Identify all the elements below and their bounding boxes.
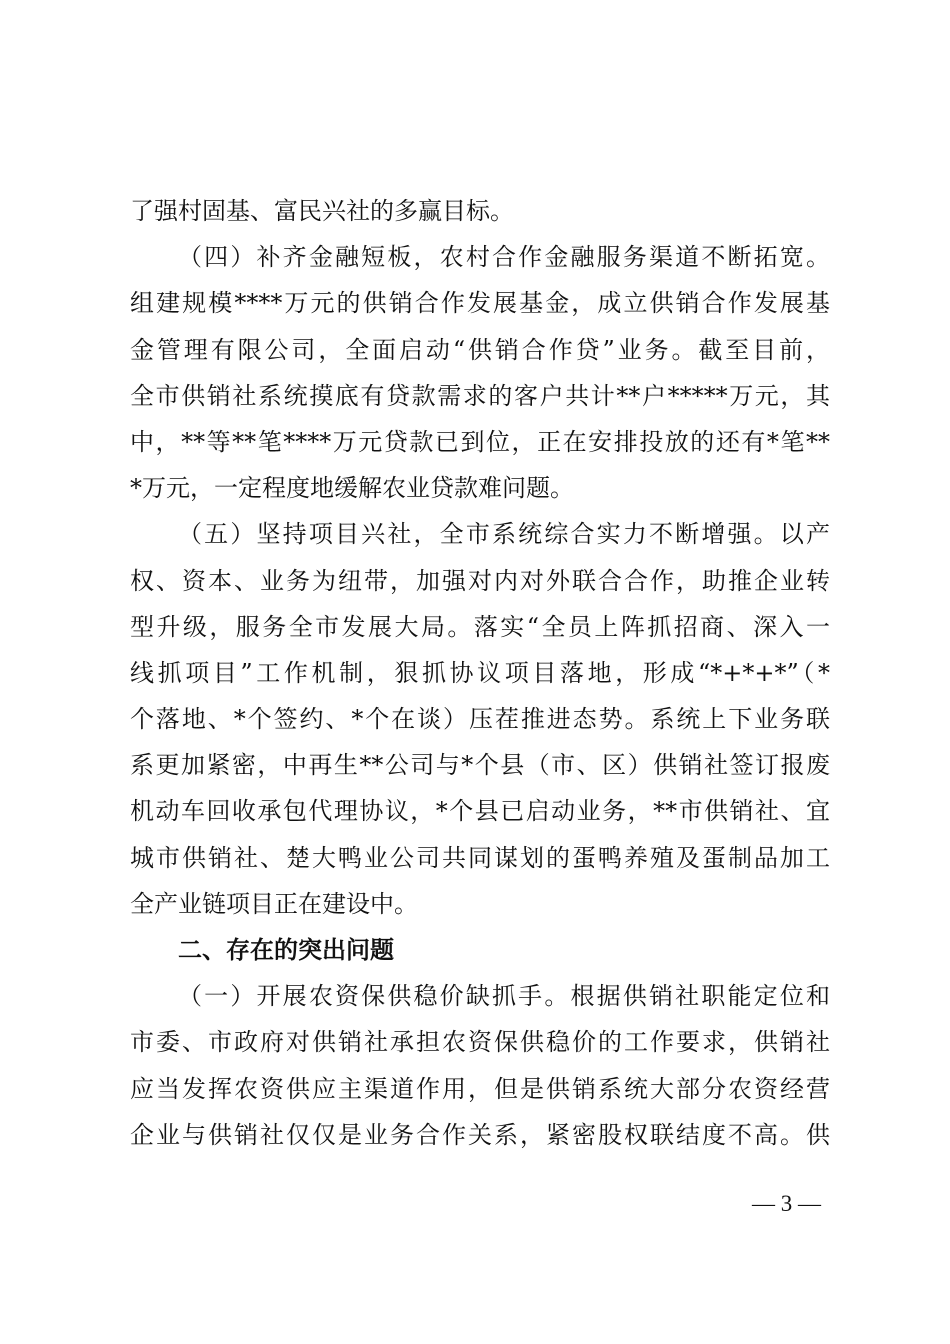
text-line: 企业与供销社仅仅是业务合作关系，紧密股权联结度不高。供: [130, 1120, 830, 1149]
paragraph-projects: [130, 511, 830, 927]
text-line: 市委、市政府对供销社承担农资保供稳价的工作要求，供销社: [130, 1028, 830, 1057]
text-line: 个落地、*个签约、*个在谈）压茬推进态势。系统上下业务联: [130, 705, 830, 734]
paragraph-continuation: [130, 188, 830, 234]
text-line: 应当发挥农资供应主渠道作用，但是供销系统大部分农资经营: [130, 1074, 830, 1103]
page-number: — 3 —: [752, 1191, 821, 1216]
text-line: 全产业链项目正在建设中。: [130, 889, 418, 918]
document-body: [130, 188, 830, 1158]
paragraph-finance: [130, 234, 830, 511]
paragraph-supply: [130, 973, 830, 1158]
text-line: 线抓项目”工作机制，狠抓协议项目落地，形成“*+*+*”（*: [130, 658, 830, 687]
text-line: 型升级，服务全市发展大局。落实“全员上阵抓招商、深入一: [130, 612, 830, 641]
section-heading: 二、存在的突出问题: [178, 936, 394, 964]
text-line: 金管理有限公司，全面启动“供销合作贷”业务。截至目前，: [130, 335, 830, 364]
text-line: 全市供销社系统摸底有贷款需求的客户共计**户*****万元，其: [130, 381, 830, 410]
text-line: 系更加紧密，中再生**公司与*个县（市、区）供销社签订报废: [130, 751, 830, 780]
text-line: 机动车回收承包代理协议，*个县已启动业务，**市供销社、宜: [130, 797, 830, 826]
text-line: （一）开展农资保供稳价缺抓手。根据供销社职能定位和: [178, 982, 830, 1011]
text-line: *万元，一定程度地缓解农业贷款难问题。: [130, 474, 574, 503]
text-line: 权、资本、业务为纽带，加强对内对外联合合作，助推企业转: [130, 566, 830, 595]
text-line: 了强村固基、富民兴社的多赢目标。: [130, 197, 514, 225]
text-line: 组建规模****万元的供销合作发展基金，成立供销合作发展基: [130, 289, 830, 318]
text-line: 城市供销社、楚大鸭业公司共同谋划的蛋鸭养殖及蛋制品加工: [130, 843, 830, 872]
text-line: （四）补齐金融短板，农村合作金融服务渠道不断拓宽。: [178, 243, 830, 272]
text-line: （五）坚持项目兴社，全市系统综合实力不断增强。以产: [178, 520, 830, 549]
text-line: 中，**等**笔****万元贷款已到位，正在安排投放的还有*笔**: [130, 427, 830, 456]
